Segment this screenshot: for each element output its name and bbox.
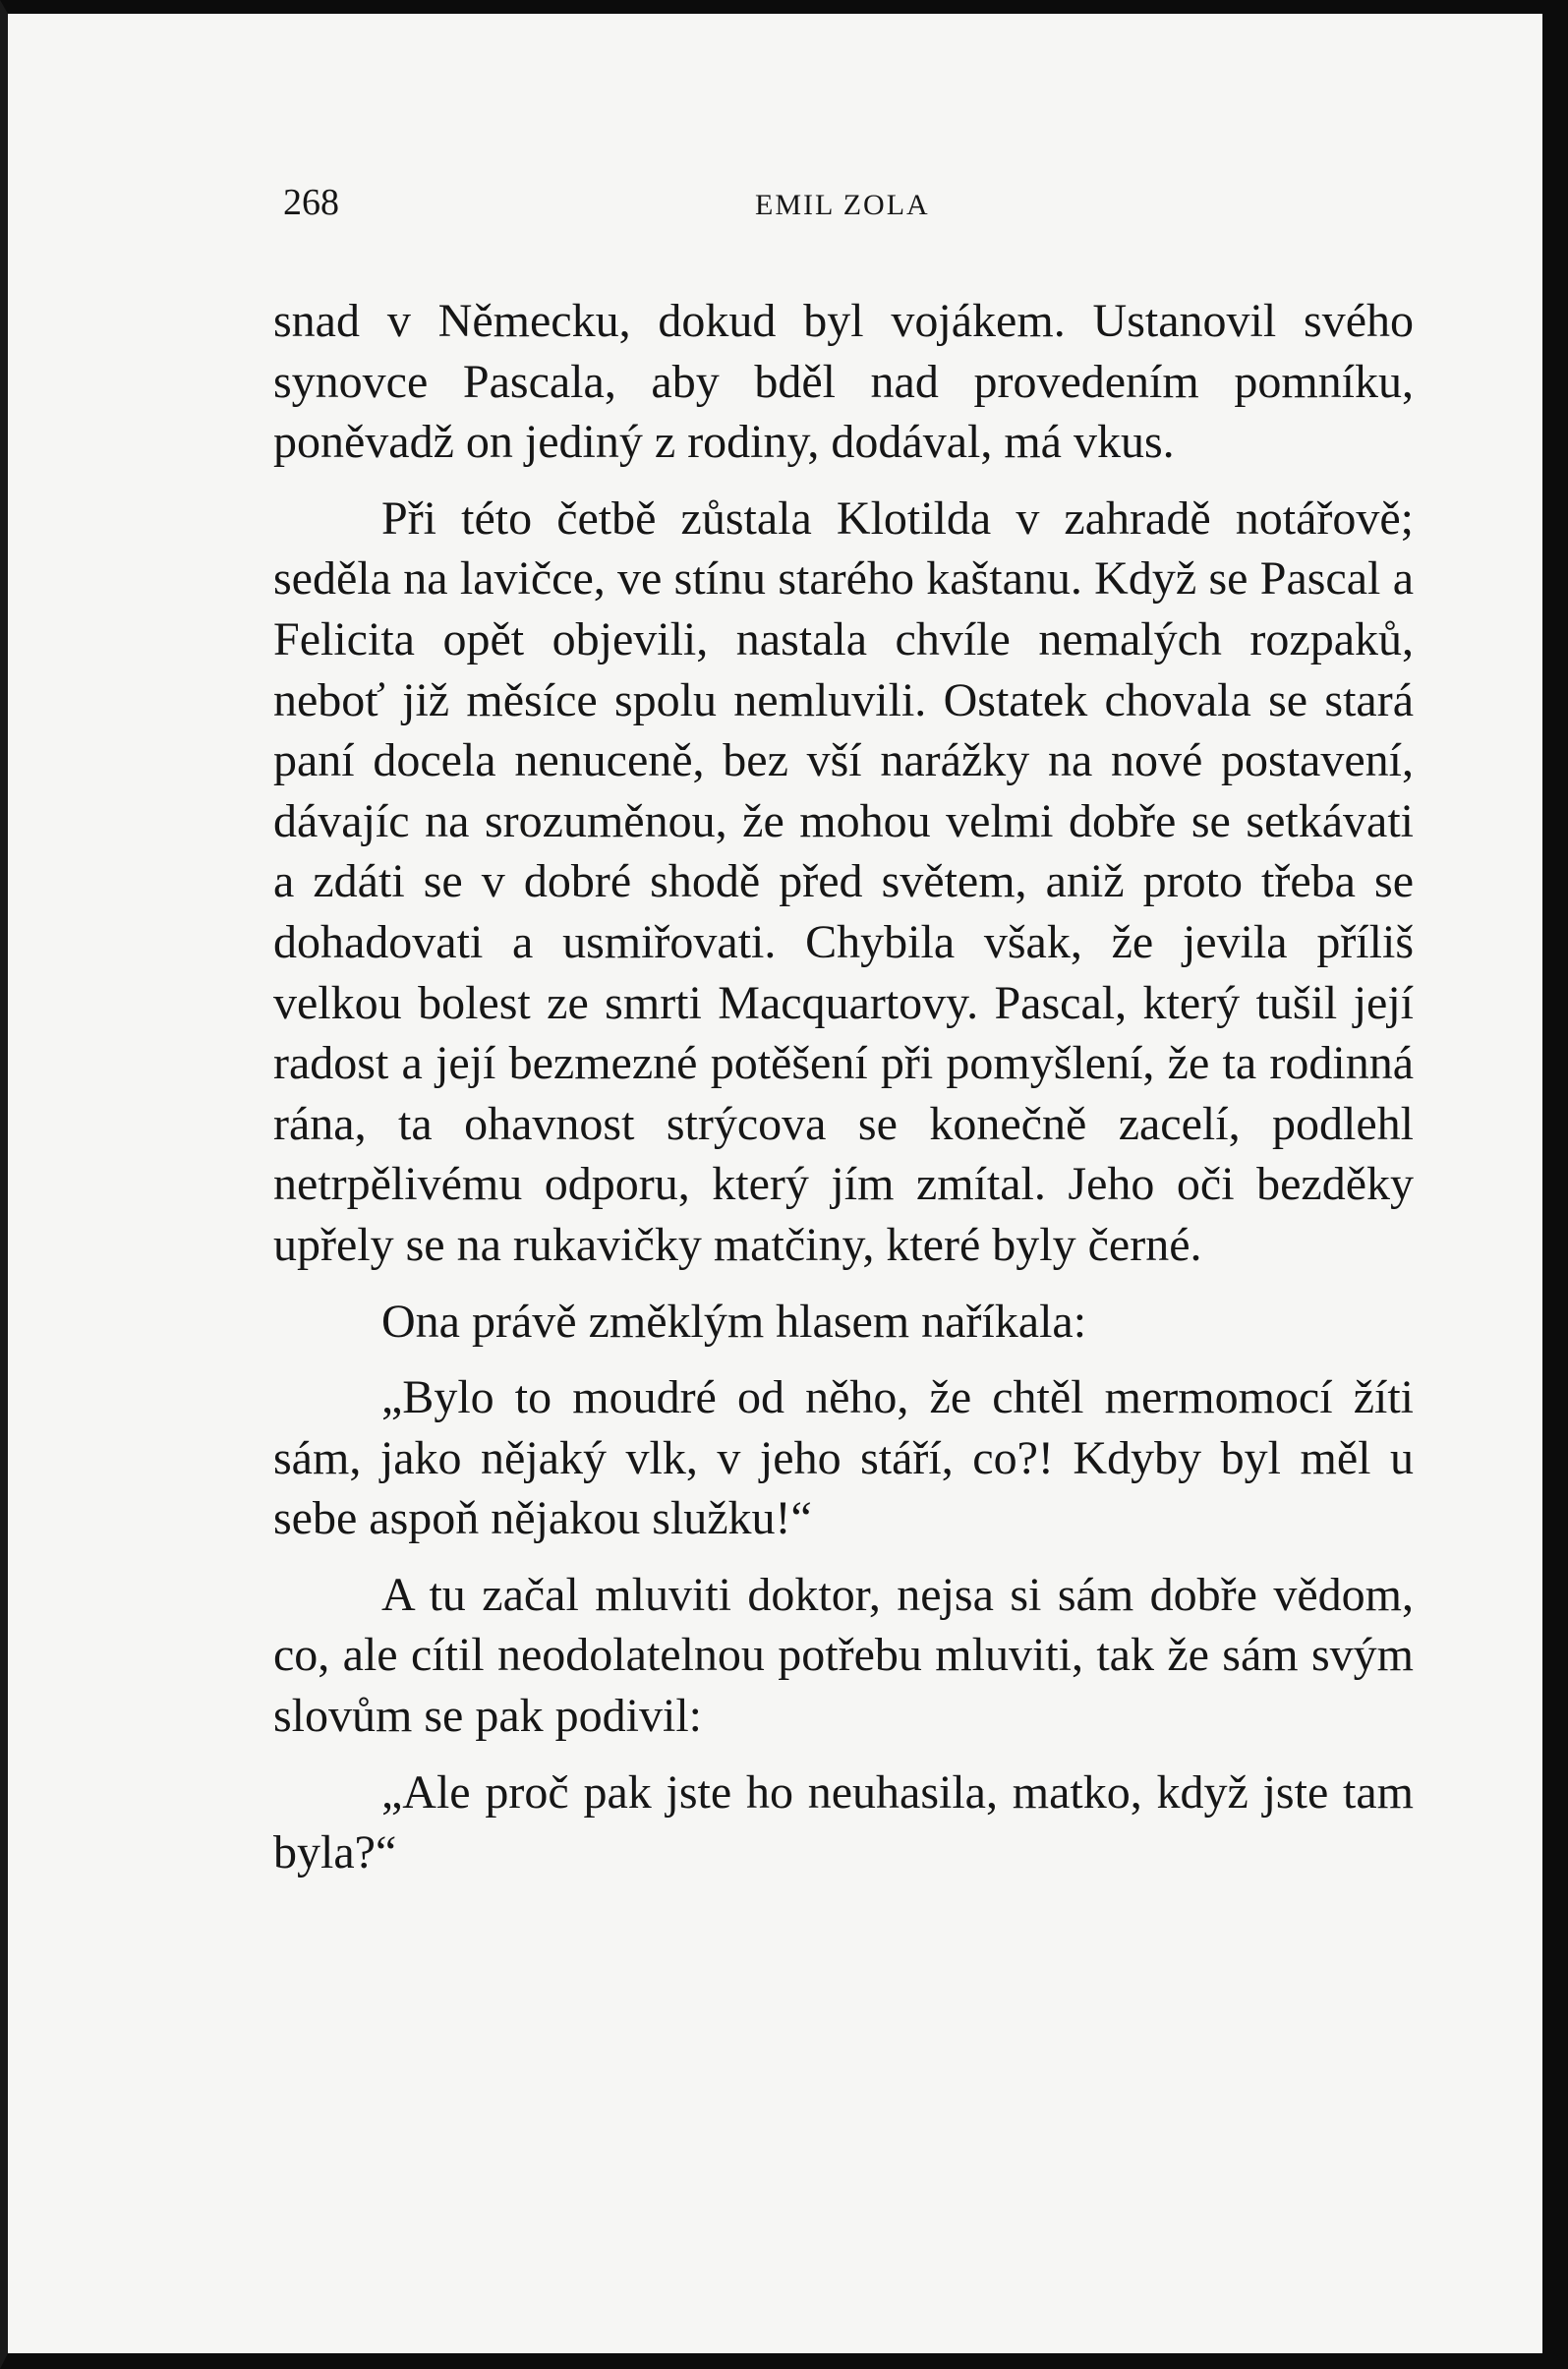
body-text [273, 291, 1414, 1883]
running-header [273, 171, 1414, 230]
paragraph: Při této četbě zůstala Klotilda v zahradě notářově; seděla na lavičce, ve stínu starého kaštanu. Když se Pascal a Felicita opět objevili, nastala chvíle nemalých rozpaků, neboť již měsíce spolu nemluvili. Ostatek chovala se stará paní docela nenuceně, bez vší narážky na nové postavení, dávajíc na srozuměnou, že mohou velmi dobře se setkávati a zdáti se v dobré shodě před světem, aniž proto třeba se dohadovati a usmiřovati. Chybila však, že jevila příliš velkou bolest ze smrti Macquartovy. Pascal, který tušil její radost a její bezmezné potěšení při pomyšlení, že ta rodinná rána, ta ohavnost strýcova se konečně zacelí, podlehl netrpělivému odporu, který jím zmítal. Jeho oči bezděky upřely se na rukavičky matčiny, které byly černé. [273, 491, 1414, 1271]
page-number: 268 [283, 182, 339, 223]
paragraph: „Bylo to moudré od něho, že chtěl mermomocí žíti sám, jako nějaký vlk, v jeho stáří, co?! Kdyby byl měl u sebe aspoň nějakou služku!“ [273, 1371, 1414, 1545]
paragraph: „Ale proč pak jste ho neuhasila, matko, když jste tam byla?“ [273, 1765, 1414, 1879]
book-page [273, 171, 1414, 1883]
paragraph: A tu začal mluviti doktor, nejsa si sám dobře vědom, co, ale cítil neodolatelnou potřebu mluviti, tak že sám svým slovům se pak podivil: [273, 1568, 1414, 1743]
author-name: EMIL ZOLA [755, 189, 930, 221]
paragraph: Ona právě změklým hlasem naříkala: [381, 1295, 1087, 1348]
paragraph: snad v Německu, dokud byl vojákem. Ustanovil svého synovce Pascala, aby bděl nad provedením pomníku, poněvadž on jediný z rodiny, dodával, má vkus. [273, 295, 1414, 469]
